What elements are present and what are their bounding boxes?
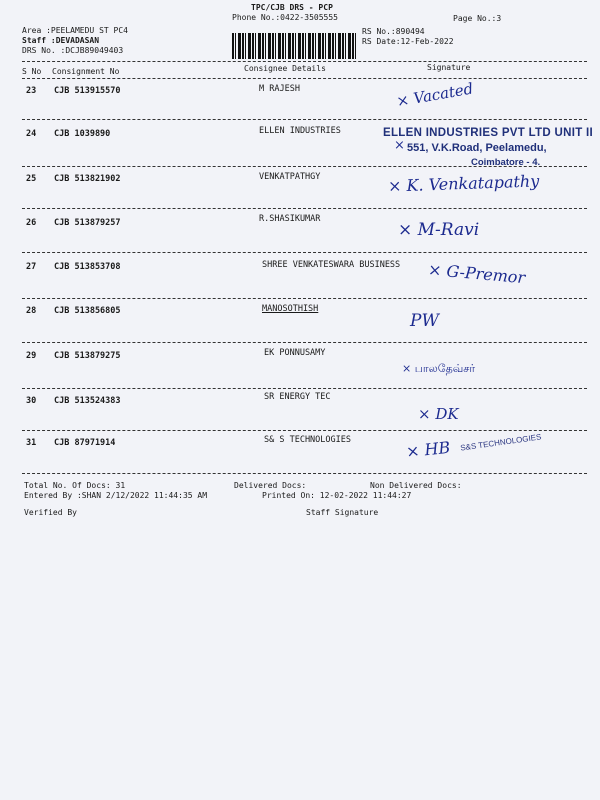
row-sno: 27 — [26, 262, 37, 272]
row-sno: 25 — [26, 174, 37, 184]
staff-field: Staff :DEVADASAN — [22, 36, 100, 45]
row-sno: 26 — [26, 218, 37, 228]
row-consignment: CJB 1039890 — [54, 129, 111, 139]
row-consignee: EK PONNUSAMY — [264, 348, 326, 358]
row-divider — [22, 342, 587, 343]
row-consignment: CJB 513853708 — [54, 262, 121, 272]
row-consignee: ELLEN INDUSTRIES — [259, 126, 341, 136]
stamp-s-technologies: S&S TECHNOLOGIES — [459, 432, 542, 453]
row-sno: 24 — [26, 129, 37, 139]
row-sno: 29 — [26, 351, 37, 361]
row-divider — [22, 298, 587, 299]
row-divider — [22, 166, 587, 167]
row-consignee: SHREE VENKATESWARA BUSINESS — [262, 260, 401, 270]
row-consignee: S& S TECHNOLOGIES — [264, 435, 351, 445]
rs-number: RS No.:890494 — [362, 27, 425, 36]
row-consignee: MANOSOTHISH — [262, 304, 319, 314]
barcode-image — [232, 33, 358, 59]
row-consignment: CJB 513524383 — [54, 396, 121, 406]
signature-row-31: × HB — [405, 437, 452, 462]
stamp-line-3: Coimbatore - 4. — [471, 157, 541, 168]
row-divider — [22, 430, 587, 431]
row-consignment: CJB 513821902 — [54, 174, 121, 184]
row-consignment: CJB 513915570 — [54, 86, 121, 96]
row-consignee: SR ENERGY TEC — [264, 392, 331, 402]
col-signature: Signature — [427, 63, 471, 72]
verified-by: Verified By — [24, 508, 77, 517]
printed-on: Printed On: 12-02-2022 11:44:27 — [262, 491, 412, 500]
signature-row-29: × பாலதேவ்சர் — [402, 362, 476, 375]
col-consignment: Consignment No — [52, 67, 120, 76]
staff-signature-label: Staff Signature — [306, 508, 379, 517]
row-sno: 30 — [26, 396, 37, 406]
signature-row-27: × G-Premor — [427, 259, 526, 288]
row-divider — [22, 473, 587, 474]
row-divider — [22, 388, 587, 389]
page-number: Page No.:3 — [453, 14, 502, 23]
company-stamp — [383, 127, 598, 169]
row-sno: 28 — [26, 306, 37, 316]
col-consignee: Consignee Details — [244, 64, 326, 73]
row-consignee: R.SHASIKUMAR — [259, 214, 321, 224]
signature-row-26: × M-Ravi — [398, 220, 480, 240]
document-title: TPC/CJB DRS - PCP — [251, 3, 333, 12]
header-rule-top — [22, 61, 587, 62]
signature-row-30: × DK — [418, 405, 459, 423]
signature-row-25: × K. Venkatapathy — [387, 171, 540, 196]
row-consignment: CJB 513879257 — [54, 218, 121, 228]
signature-row-24: × — [394, 138, 405, 153]
header-rule-bottom — [22, 78, 587, 79]
non-delivered-docs: Non Delivered Docs: — [370, 481, 462, 490]
row-consignment: CJB 87971914 — [54, 438, 116, 448]
rs-date: RS Date:12-Feb-2022 — [362, 37, 454, 46]
total-docs: Total No. Of Docs: 31 — [24, 481, 126, 490]
signature-row-23: × Vacated — [395, 79, 475, 111]
row-consignment: CJB 513879275 — [54, 351, 121, 361]
col-sno: S No — [22, 67, 42, 76]
area-field: Area :PEELAMEDU ST PC4 — [22, 26, 128, 35]
entered-by: Entered By :SHAN 2/12/2022 11:44:35 AM — [24, 491, 208, 500]
row-consignee: M RAJESH — [259, 84, 300, 94]
row-sno: 31 — [26, 438, 37, 448]
delivered-docs: Delivered Docs: — [234, 481, 307, 490]
row-consignee: VENKATPATHGY — [259, 172, 321, 182]
row-divider — [22, 252, 587, 253]
row-divider — [22, 119, 587, 120]
stamp-line-1: ELLEN INDUSTRIES PVT LTD UNIT II — [383, 127, 594, 139]
signature-row-28: PW — [410, 311, 439, 331]
row-consignment: CJB 513856805 — [54, 306, 121, 316]
row-divider — [22, 208, 587, 209]
phone-number: Phone No.:0422-3505555 — [232, 13, 338, 22]
row-sno: 23 — [26, 86, 37, 96]
stamp-line-2: 551, V.K.Road, Peelamedu, — [407, 142, 547, 154]
drs-number: DRS No. :DCJB89049403 — [22, 46, 124, 55]
